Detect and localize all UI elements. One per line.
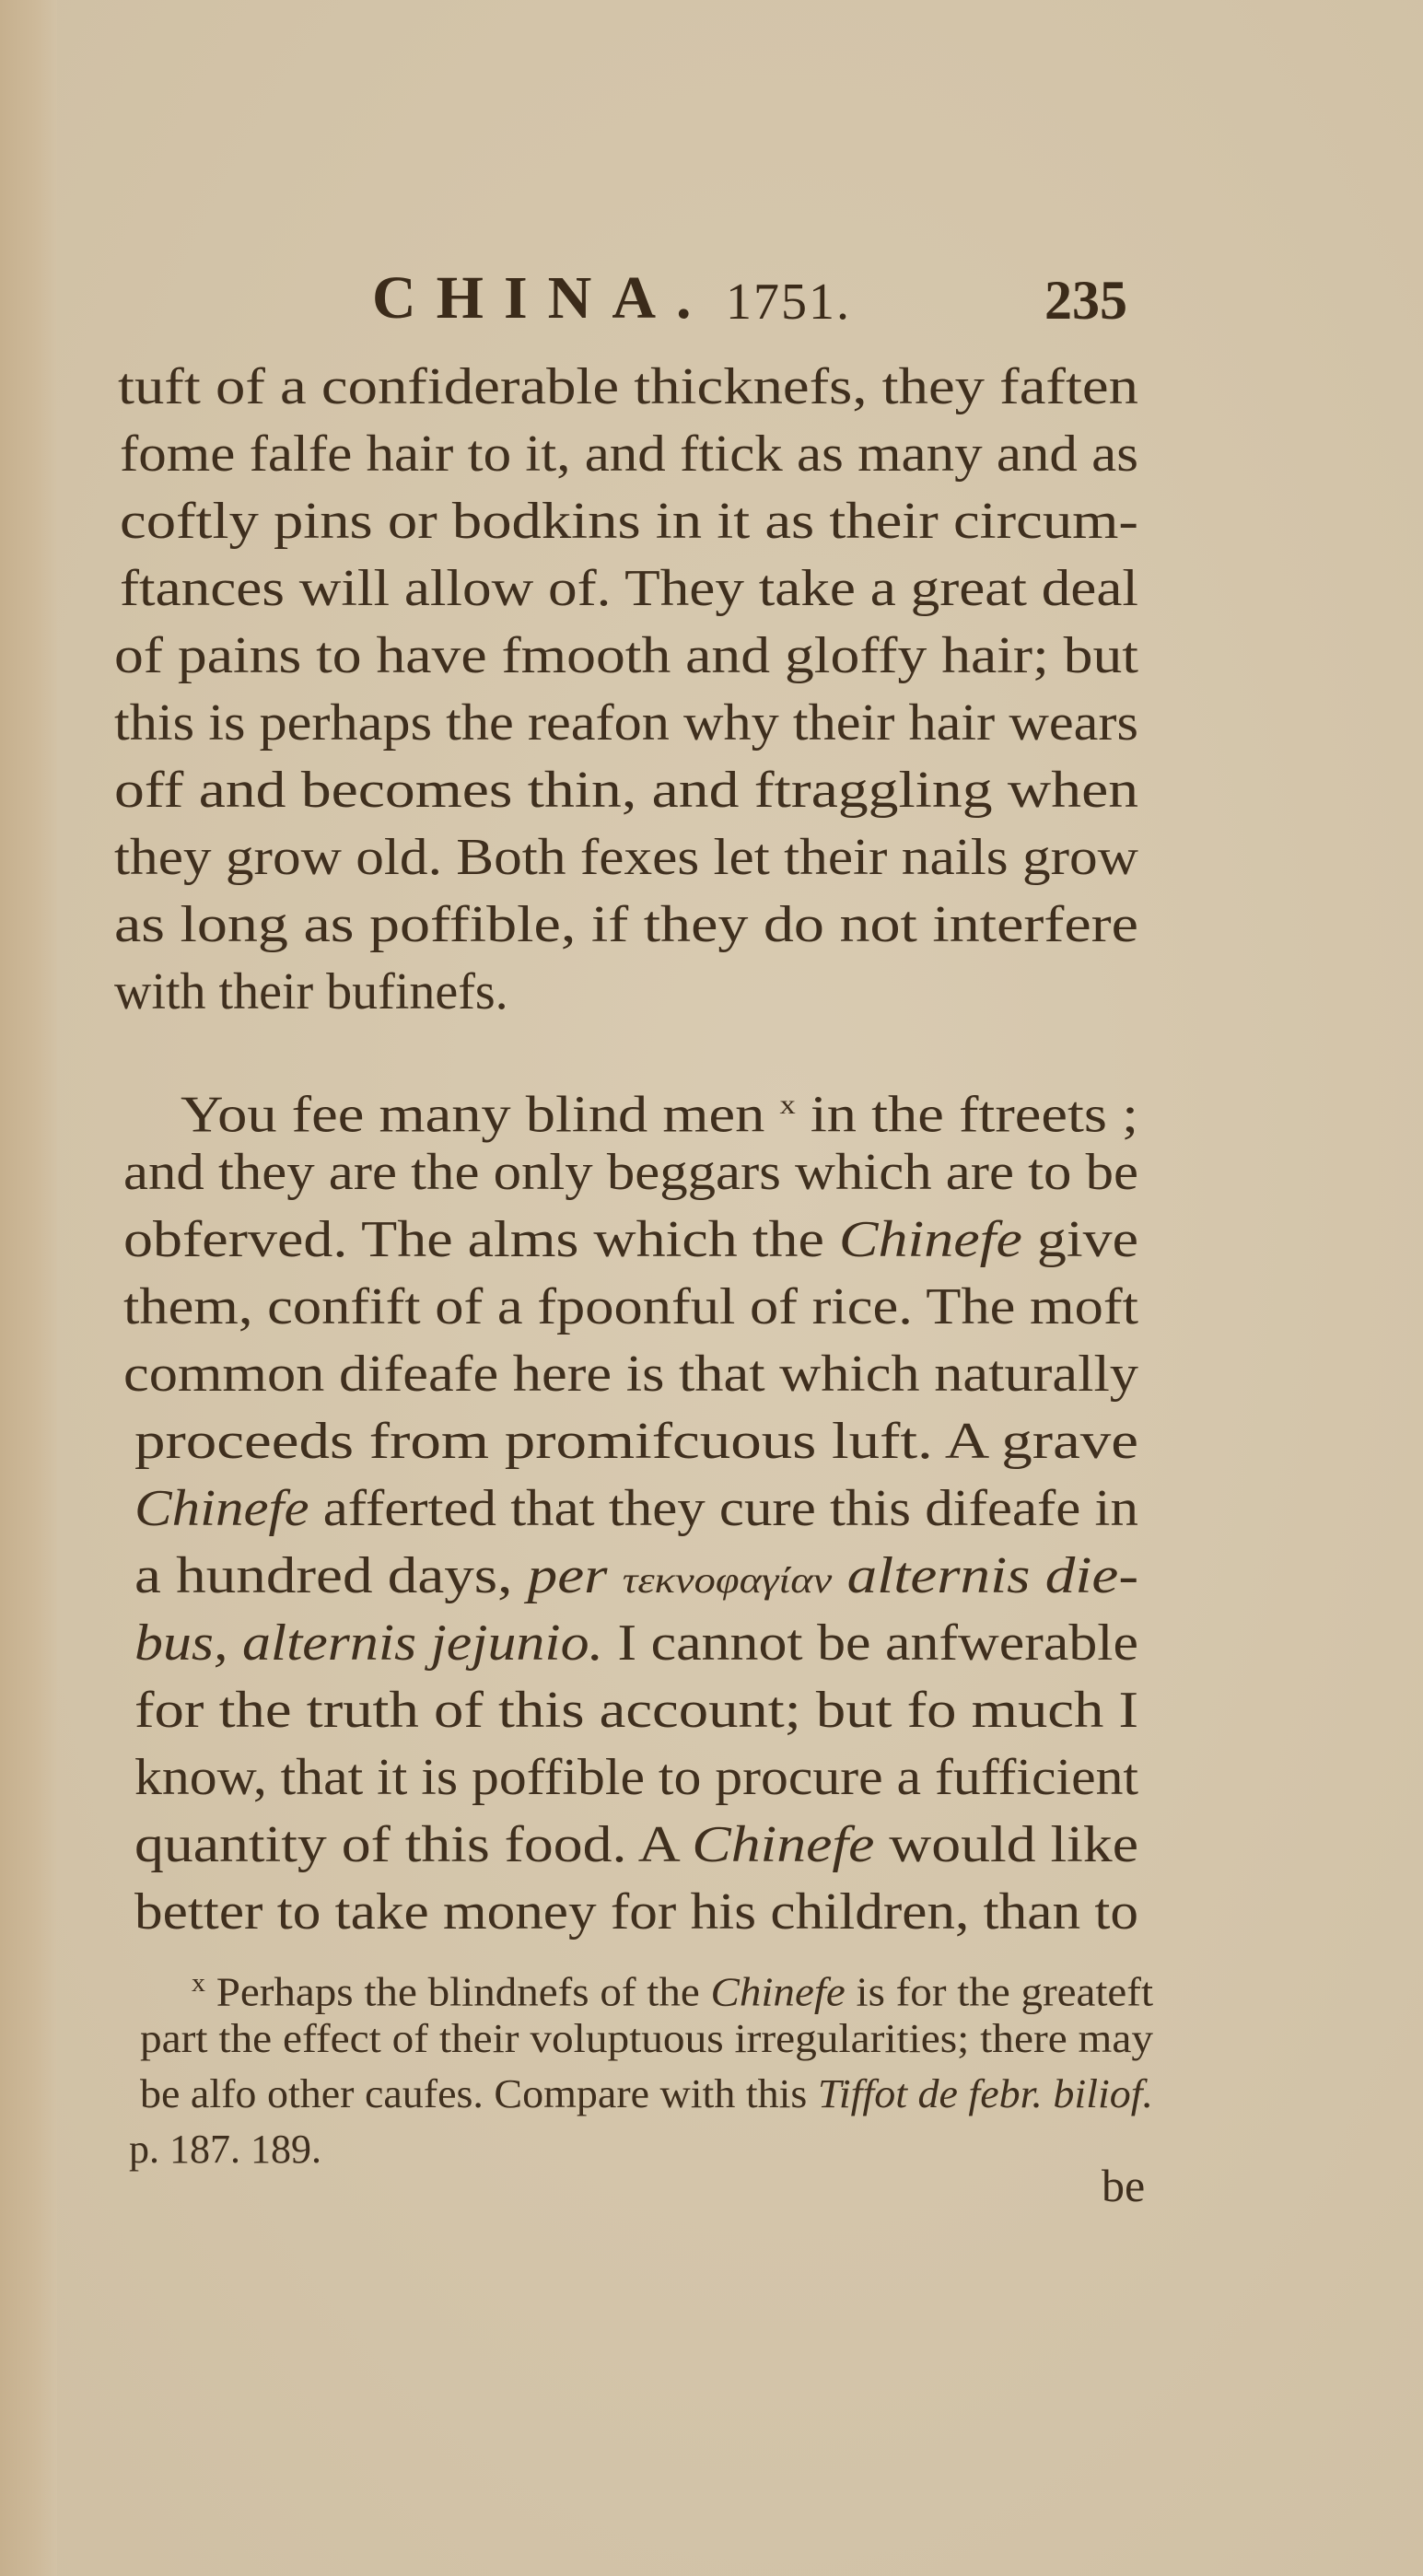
text-line: and they are the only beggars which are to be [123, 1144, 1139, 1201]
text-line: of pains to have fmooth and gloffy hair; but [114, 627, 1138, 684]
italic-term: Tiffot de febr. biliof. [817, 2071, 1154, 2116]
text-line: coftly pins or bodkins in it as their circum- [120, 493, 1138, 550]
italic-term: Chinefe [710, 1969, 846, 2015]
text-span: give [1036, 1211, 1138, 1268]
text-line: off and becomes thin, and ftraggling when [114, 762, 1139, 819]
footnote-reference[interactable]: x [779, 1090, 796, 1120]
text-span: obferved. The alms which the [123, 1211, 824, 1268]
footnote-line [140, 2069, 1153, 2120]
text-line [181, 1073, 1138, 1148]
text-span: quantity of this food. A [134, 1816, 678, 1873]
running-header [372, 263, 1127, 337]
text-line [134, 1476, 1138, 1541]
page-number: 235 [1044, 270, 1127, 331]
text-line [134, 1813, 1138, 1877]
text-line [134, 1544, 1138, 1613]
text-line: as long as poffible, if they do not interfere [114, 896, 1138, 953]
text-span: is for the greateft [856, 1969, 1154, 2015]
text-span: a hundred days, [134, 1547, 513, 1604]
text-line: tuft of a confiderable thicknefs, they faften [118, 358, 1138, 415]
text-line: better to take money for his children, than to [134, 1883, 1139, 1941]
page-edge [0, 0, 57, 2576]
text-line [123, 1207, 1138, 1272]
text-span: afferted that they cure this difeafe in [322, 1480, 1138, 1537]
text-line: proceeds from promifcuous luft. A grave [134, 1413, 1139, 1470]
italic-term: bus, alternis jejunio. [134, 1614, 604, 1672]
footnote-mark: x [192, 1969, 205, 1998]
text-line: with their bufinefs. [114, 963, 508, 1020]
italic-term: alternis die- [846, 1547, 1139, 1604]
text-span: be alfo other caufes. Compare with this [140, 2071, 808, 2116]
footnote-line: p. 187. 189. [129, 2127, 321, 2172]
catchword: be [1102, 2160, 1146, 2211]
header-year: 1751. [726, 274, 851, 331]
text-line: them, confift of a fpoonful of rice. The moft [123, 1278, 1138, 1335]
text-span: I cannot be anfwerable [617, 1614, 1138, 1672]
italic-term: Chinefe [838, 1211, 1022, 1268]
text-line: for the truth of this account; but fo much I [134, 1682, 1139, 1739]
text-line: common difeafe here is that which naturally [123, 1346, 1139, 1403]
text-span: in the ftreets ; [810, 1086, 1139, 1144]
text-line: ftances will allow of. They take a great deal [120, 560, 1138, 617]
text-span: would like [889, 1816, 1139, 1873]
text-line [134, 1611, 1138, 1675]
text-line: this is perhaps the reafon why their hair wears [114, 694, 1138, 752]
text-line: fome falfe hair to it, and ftick as many and as [120, 425, 1138, 483]
italic-term: per [527, 1547, 608, 1604]
text-span: You fee many blind men [181, 1086, 765, 1144]
header-title: CHINA. [372, 264, 712, 332]
footnote-line: part the effect of their voluptuous irregularities; there may [140, 2016, 1153, 2061]
italic-term: Chinefe [692, 1816, 875, 1873]
text-line: they grow old. Both fexes let their nails grow [114, 829, 1138, 886]
greek-term: τεκνοφαγίαν [622, 1559, 833, 1601]
text-span: Perhaps the blindnefs of the [216, 1969, 700, 2015]
footnote-line [192, 1958, 1153, 2019]
italic-term: Chinefe [134, 1480, 309, 1537]
text-line: know, that it is poffible to procure a fufficient [134, 1749, 1139, 1806]
